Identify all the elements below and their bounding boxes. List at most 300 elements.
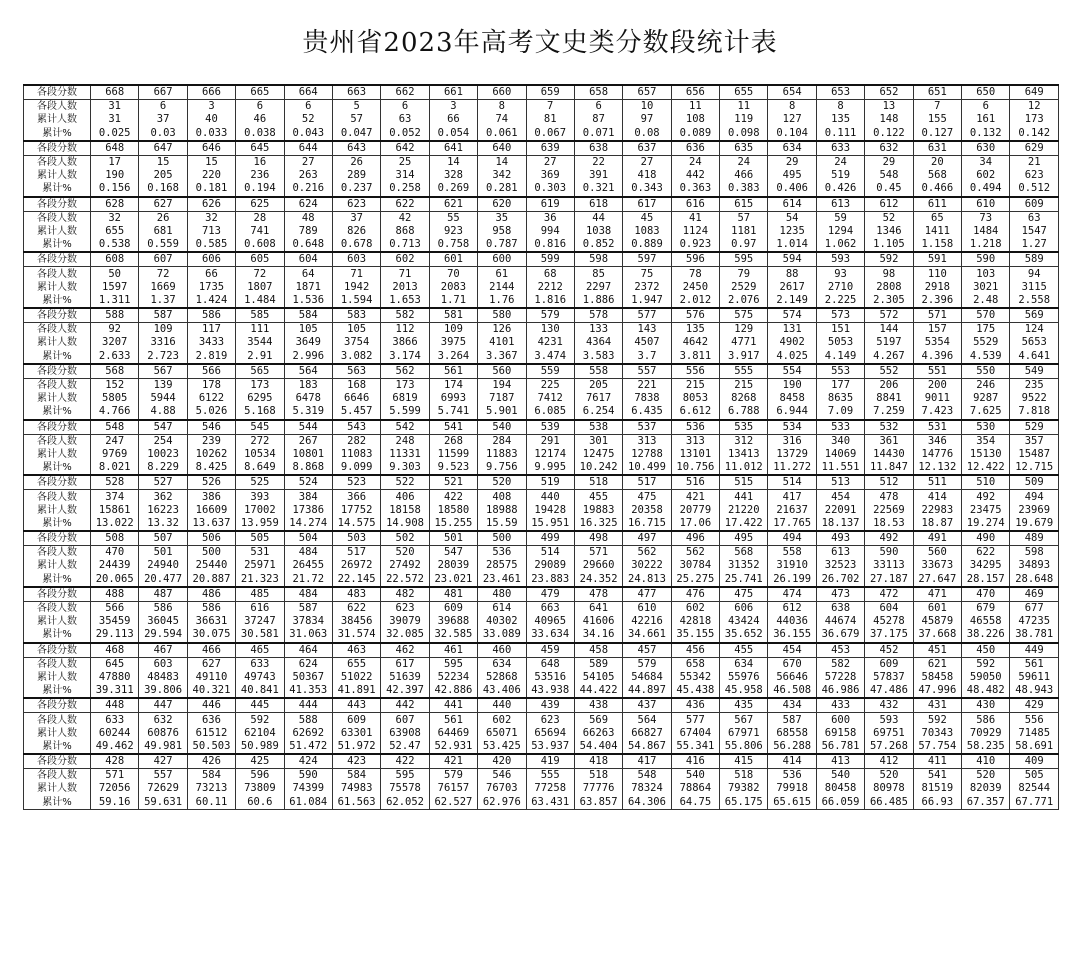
- table-cell: 144: [865, 323, 913, 337]
- table-cell: 612: [768, 601, 816, 615]
- table-cell: 59611: [1010, 671, 1059, 684]
- table-cell: 569: [574, 713, 622, 727]
- table-cell: 361: [865, 434, 913, 448]
- table-cell: 316: [768, 434, 816, 448]
- table-cell: 517: [623, 475, 671, 490]
- table-cell: 54105: [574, 671, 622, 684]
- cumulative-percent-row: [24, 127, 1059, 141]
- table-cell: 548: [91, 420, 139, 435]
- table-cell: 79918: [768, 782, 816, 795]
- table-cell: 0.194: [236, 182, 284, 196]
- table-cell: 580: [478, 308, 526, 323]
- table-cell: 602: [671, 601, 719, 615]
- table-cell: 511: [913, 475, 961, 490]
- table-cell: 0.321: [574, 182, 622, 196]
- table-cell: 19428: [526, 504, 574, 517]
- table-cell: 69751: [865, 727, 913, 740]
- table-cell: 517: [332, 546, 380, 560]
- table-cell: 1.311: [91, 294, 139, 308]
- table-cell: 586: [187, 308, 235, 323]
- table-cell: 5.457: [332, 405, 380, 419]
- table-cell: 741: [236, 225, 284, 238]
- table-cell: 554: [768, 364, 816, 379]
- table-cell: 0.071: [574, 127, 622, 141]
- table-cell: 12788: [623, 448, 671, 461]
- table-cell: 568: [720, 546, 768, 560]
- table-cell: 354: [962, 434, 1010, 448]
- table-cell: 9.523: [429, 461, 477, 475]
- cumulative-percent-row: [24, 405, 1059, 419]
- table-cell: 13413: [720, 448, 768, 461]
- table-cell: 538: [574, 420, 622, 435]
- table-cell: 247: [91, 434, 139, 448]
- table-cell: 23.883: [526, 573, 574, 587]
- table-cell: 9287: [962, 392, 1010, 405]
- table-cell: 1669: [139, 281, 187, 294]
- table-cell: 613: [816, 197, 864, 212]
- table-cell: 591: [913, 252, 961, 267]
- table-cell: 440: [478, 698, 526, 713]
- table-cell: 155: [913, 113, 961, 126]
- table-cell: 12475: [574, 448, 622, 461]
- cumulative-row: [24, 281, 1059, 294]
- table-cell: 483: [332, 587, 380, 602]
- table-cell: 0.168: [139, 182, 187, 196]
- table-cell: 22.572: [381, 573, 429, 587]
- cumulative-row: [24, 113, 1059, 126]
- table-cell: 6: [284, 100, 332, 114]
- table-cell: 533: [816, 420, 864, 435]
- table-cell: 22569: [865, 504, 913, 517]
- table-cell: 16.325: [574, 517, 622, 531]
- table-cell: 12.715: [1010, 461, 1059, 475]
- table-cell: 4.766: [91, 405, 139, 419]
- table-cell: 789: [284, 225, 332, 238]
- table-cell: 126: [478, 323, 526, 337]
- table-cell: 59.631: [139, 796, 187, 810]
- table-cell: 62.976: [478, 796, 526, 810]
- table-cell: 616: [236, 601, 284, 615]
- table-cell: 92: [91, 323, 139, 337]
- table-cell: 15: [139, 155, 187, 169]
- table-cell: 33673: [913, 559, 961, 572]
- table-cell: 41: [671, 211, 719, 225]
- table-cell: 0.45: [865, 182, 913, 196]
- table-cell: 622: [381, 197, 429, 212]
- score-distribution-table: [23, 84, 1059, 810]
- table-cell: 629: [1010, 141, 1059, 156]
- table-cell: 540: [671, 769, 719, 783]
- table-cell: 6.944: [768, 405, 816, 419]
- table-cell: 443: [332, 698, 380, 713]
- table-cell: 609: [1010, 197, 1059, 212]
- table-cell: 14.274: [284, 517, 332, 531]
- row-label: 各段分数: [24, 252, 91, 267]
- table-cell: 267: [284, 434, 332, 448]
- table-cell: 44036: [768, 615, 816, 628]
- table-cell: 44.422: [574, 684, 622, 698]
- table-cell: 609: [429, 601, 477, 615]
- table-cell: 603: [139, 657, 187, 671]
- table-cell: 63: [381, 113, 429, 126]
- table-cell: 7.818: [1010, 405, 1059, 419]
- table-cell: 49.462: [91, 740, 139, 754]
- table-cell: 2.396: [913, 294, 961, 308]
- table-cell: 6478: [284, 392, 332, 405]
- table-cell: 0.585: [187, 238, 235, 252]
- table-cell: 328: [429, 169, 477, 182]
- table-cell: 11083: [332, 448, 380, 461]
- table-cell: 20.477: [139, 573, 187, 587]
- score-row: [24, 531, 1059, 546]
- table-cell: 8.868: [284, 461, 332, 475]
- table-cell: 37834: [284, 615, 332, 628]
- table-cell: 2.91: [236, 350, 284, 364]
- table-cell: 470: [91, 546, 139, 560]
- table-cell: 515: [720, 475, 768, 490]
- table-cell: 62.052: [381, 796, 429, 810]
- table-cell: 43.406: [478, 684, 526, 698]
- table-cell: 586: [187, 601, 235, 615]
- table-cell: 3: [429, 100, 477, 114]
- table-cell: 8.229: [139, 461, 187, 475]
- table-cell: 3754: [332, 336, 380, 349]
- table-cell: 481: [429, 587, 477, 602]
- table-cell: 466: [187, 643, 235, 658]
- table-cell: 87: [574, 113, 622, 126]
- table-cell: 65: [913, 211, 961, 225]
- table-cell: 63908: [381, 727, 429, 740]
- table-cell: 923: [429, 225, 477, 238]
- table-cell: 52: [865, 211, 913, 225]
- table-cell: 97: [623, 113, 671, 126]
- table-cell: 500: [187, 546, 235, 560]
- table-cell: 1.37: [139, 294, 187, 308]
- table-cell: 502: [381, 531, 429, 546]
- table-cell: 3.811: [671, 350, 719, 364]
- table-cell: 614: [768, 197, 816, 212]
- table-cell: 2.076: [720, 294, 768, 308]
- table-cell: 246: [962, 378, 1010, 392]
- table-cell: 574: [768, 308, 816, 323]
- table-cell: 22983: [913, 504, 961, 517]
- table-cell: 0.758: [429, 238, 477, 252]
- table-cell: 622: [962, 546, 1010, 560]
- cumulative-row: [24, 504, 1059, 517]
- table-cell: 66: [429, 113, 477, 126]
- table-cell: 529: [1010, 420, 1059, 435]
- table-cell: 503: [332, 531, 380, 546]
- table-cell: 506: [187, 531, 235, 546]
- table-cell: 0.258: [381, 182, 429, 196]
- table-cell: 2.48: [962, 294, 1010, 308]
- table-cell: 22.145: [332, 573, 380, 587]
- table-cell: 93: [816, 267, 864, 281]
- table-cell: 450: [962, 643, 1010, 658]
- table-cell: 11.012: [720, 461, 768, 475]
- table-cell: 530: [962, 420, 1010, 435]
- table-cell: 555: [720, 364, 768, 379]
- table-cell: 66.485: [865, 796, 913, 810]
- table-cell: 60.6: [236, 796, 284, 810]
- table-cell: 603: [332, 252, 380, 267]
- table-cell: 346: [913, 434, 961, 448]
- table-cell: 291: [526, 434, 574, 448]
- table-cell: 40302: [478, 615, 526, 628]
- table-cell: 38.781: [1010, 628, 1059, 642]
- table-cell: 610: [623, 601, 671, 615]
- table-cell: 10534: [236, 448, 284, 461]
- table-cell: 61512: [187, 727, 235, 740]
- table-cell: 56.781: [816, 740, 864, 754]
- table-cell: 21: [1010, 155, 1059, 169]
- table-cell: 391: [574, 169, 622, 182]
- table-cell: 17.765: [768, 517, 816, 531]
- table-cell: 54.404: [574, 740, 622, 754]
- table-cell: 173: [236, 378, 284, 392]
- table-cell: 634: [720, 657, 768, 671]
- table-cell: 43.938: [526, 684, 574, 698]
- table-cell: 67.357: [962, 796, 1010, 810]
- table-cell: 567: [139, 364, 187, 379]
- table-cell: 18988: [478, 504, 526, 517]
- table-cell: 79382: [720, 782, 768, 795]
- table-cell: 67.771: [1010, 796, 1059, 810]
- table-cell: 623: [381, 601, 429, 615]
- table-cell: 633: [236, 657, 284, 671]
- table-cell: 576: [671, 308, 719, 323]
- table-cell: 67971: [720, 727, 768, 740]
- table-cell: 414: [768, 754, 816, 769]
- table-cell: 178: [187, 378, 235, 392]
- table-cell: 190: [91, 169, 139, 182]
- table-cell: 63: [1010, 211, 1059, 225]
- table-cell: 617: [623, 197, 671, 212]
- table-cell: 429: [1010, 698, 1059, 713]
- count-row: [24, 323, 1059, 337]
- table-cell: 0.363: [671, 182, 719, 196]
- table-cell: 610: [962, 197, 1010, 212]
- table-cell: 29.113: [91, 628, 139, 642]
- table-cell: 48483: [139, 671, 187, 684]
- table-cell: 31.063: [284, 628, 332, 642]
- table-cell: 72: [236, 267, 284, 281]
- score-row: [24, 754, 1059, 769]
- table-cell: 10023: [139, 448, 187, 461]
- table-cell: 13.637: [187, 517, 235, 531]
- table-cell: 601: [429, 252, 477, 267]
- table-cell: 2918: [913, 281, 961, 294]
- table-cell: 545: [236, 420, 284, 435]
- table-cell: 6: [962, 100, 1010, 114]
- table-cell: 418: [574, 754, 622, 769]
- cumulative-percent-row: [24, 740, 1059, 754]
- table-cell: 0.122: [865, 127, 913, 141]
- table-cell: 494: [1010, 490, 1059, 504]
- table-cell: 76703: [478, 782, 526, 795]
- score-row: [24, 252, 1059, 267]
- table-cell: 129: [720, 323, 768, 337]
- table-cell: 6993: [429, 392, 477, 405]
- table-cell: 17.06: [671, 517, 719, 531]
- table-cell: 534: [768, 420, 816, 435]
- table-cell: 586: [962, 713, 1010, 727]
- table-cell: 16: [236, 155, 284, 169]
- table-cell: 489: [1010, 531, 1059, 546]
- table-cell: 408: [478, 490, 526, 504]
- table-cell: 17752: [332, 504, 380, 517]
- table-cell: 49110: [187, 671, 235, 684]
- count-row: [24, 601, 1059, 615]
- table-cell: 30784: [671, 559, 719, 572]
- table-cell: 578: [574, 308, 622, 323]
- table-cell: 6: [574, 100, 622, 114]
- table-cell: 523: [332, 475, 380, 490]
- table-cell: 236: [236, 169, 284, 182]
- table-cell: 31352: [720, 559, 768, 572]
- table-cell: 35: [478, 211, 526, 225]
- table-cell: 32.085: [381, 628, 429, 642]
- table-cell: 28: [236, 211, 284, 225]
- table-cell: 2.149: [768, 294, 816, 308]
- table-cell: 501: [429, 531, 477, 546]
- table-cell: 439: [526, 698, 574, 713]
- table-cell: 635: [720, 141, 768, 156]
- table-cell: 573: [816, 308, 864, 323]
- table-cell: 18.87: [913, 517, 961, 531]
- table-cell: 455: [720, 643, 768, 658]
- table-cell: 28.648: [1010, 573, 1059, 587]
- table-cell: 9769: [91, 448, 139, 461]
- table-cell: 13.32: [139, 517, 187, 531]
- table-cell: 4364: [574, 336, 622, 349]
- table-cell: 6122: [187, 392, 235, 405]
- table-cell: 13.959: [236, 517, 284, 531]
- table-cell: 467: [139, 643, 187, 658]
- table-cell: 658: [574, 85, 622, 100]
- table-cell: 612: [865, 197, 913, 212]
- table-cell: 3.583: [574, 350, 622, 364]
- table-cell: 2.819: [187, 350, 235, 364]
- table-cell: 469: [1010, 587, 1059, 602]
- table-cell: 0.111: [816, 127, 864, 141]
- table-cell: 0.426: [816, 182, 864, 196]
- table-cell: 590: [284, 769, 332, 783]
- row-label: 累计%: [24, 238, 91, 252]
- table-cell: 2212: [526, 281, 574, 294]
- table-cell: 8635: [816, 392, 864, 405]
- table-cell: 3: [187, 100, 235, 114]
- table-cell: 542: [381, 420, 429, 435]
- table-cell: 636: [671, 141, 719, 156]
- table-cell: 560: [478, 364, 526, 379]
- table-cell: 488: [91, 587, 139, 602]
- table-cell: 1.947: [623, 294, 671, 308]
- table-cell: 0.559: [139, 238, 187, 252]
- table-cell: 600: [478, 252, 526, 267]
- table-cell: 504: [284, 531, 332, 546]
- table-cell: 1.71: [429, 294, 477, 308]
- table-cell: 475: [623, 490, 671, 504]
- table-cell: 496: [671, 531, 719, 546]
- table-cell: 1083: [623, 225, 671, 238]
- table-cell: 112: [381, 323, 429, 337]
- table-cell: 632: [139, 713, 187, 727]
- table-cell: 6.612: [671, 405, 719, 419]
- table-cell: 235: [1010, 378, 1059, 392]
- table-cell: 43424: [720, 615, 768, 628]
- table-cell: 454: [816, 490, 864, 504]
- table-cell: 5.599: [381, 405, 429, 419]
- table-cell: 81: [526, 113, 574, 126]
- row-label: 累计人数: [24, 169, 91, 182]
- table-cell: 539: [526, 420, 574, 435]
- table-cell: 36631: [187, 615, 235, 628]
- table-cell: 66.059: [816, 796, 864, 810]
- table-cell: 556: [1010, 713, 1059, 727]
- table-cell: 537: [623, 420, 671, 435]
- row-label: 累计人数: [24, 559, 91, 572]
- table-cell: 14.908: [381, 517, 429, 531]
- table-cell: 50: [91, 267, 139, 281]
- table-cell: 421: [429, 754, 477, 769]
- table-cell: 55976: [720, 671, 768, 684]
- table-cell: 0.237: [332, 182, 380, 196]
- table-cell: 6: [139, 100, 187, 114]
- table-cell: 564: [284, 364, 332, 379]
- cumulative-row: [24, 727, 1059, 740]
- table-cell: 49743: [236, 671, 284, 684]
- table-cell: 485: [236, 587, 284, 602]
- table-cell: 655: [332, 657, 380, 671]
- table-cell: 5529: [962, 336, 1010, 349]
- table-cell: 340: [816, 434, 864, 448]
- table-cell: 8: [478, 100, 526, 114]
- score-row: [24, 698, 1059, 713]
- table-cell: 27: [623, 155, 671, 169]
- table-cell: 5944: [139, 392, 187, 405]
- table-cell: 24940: [139, 559, 187, 572]
- table-cell: 342: [478, 169, 526, 182]
- table-cell: 183: [284, 378, 332, 392]
- table-cell: 60244: [91, 727, 139, 740]
- table-cell: 679: [962, 601, 1010, 615]
- count-row: [24, 769, 1059, 783]
- table-cell: 39688: [429, 615, 477, 628]
- table-cell: 7.259: [865, 405, 913, 419]
- score-row: [24, 643, 1059, 658]
- table-cell: 0.067: [526, 127, 574, 141]
- table-cell: 507: [139, 531, 187, 546]
- table-cell: 14: [429, 155, 477, 169]
- table-cell: 72629: [139, 782, 187, 795]
- table-cell: 289: [332, 169, 380, 182]
- table-cell: 600: [816, 713, 864, 727]
- table-cell: 643: [332, 141, 380, 156]
- table-cell: 27.647: [913, 573, 961, 587]
- table-cell: 215: [671, 378, 719, 392]
- table-cell: 34: [962, 155, 1010, 169]
- table-cell: 10.756: [671, 461, 719, 475]
- table-cell: 6: [236, 100, 284, 114]
- table-cell: 662: [381, 85, 429, 100]
- table-cell: 48: [284, 211, 332, 225]
- table-cell: 18.53: [865, 517, 913, 531]
- table-cell: 25971: [236, 559, 284, 572]
- table-cell: 520: [962, 769, 1010, 783]
- table-cell: 14430: [865, 448, 913, 461]
- row-label: 各段分数: [24, 531, 91, 546]
